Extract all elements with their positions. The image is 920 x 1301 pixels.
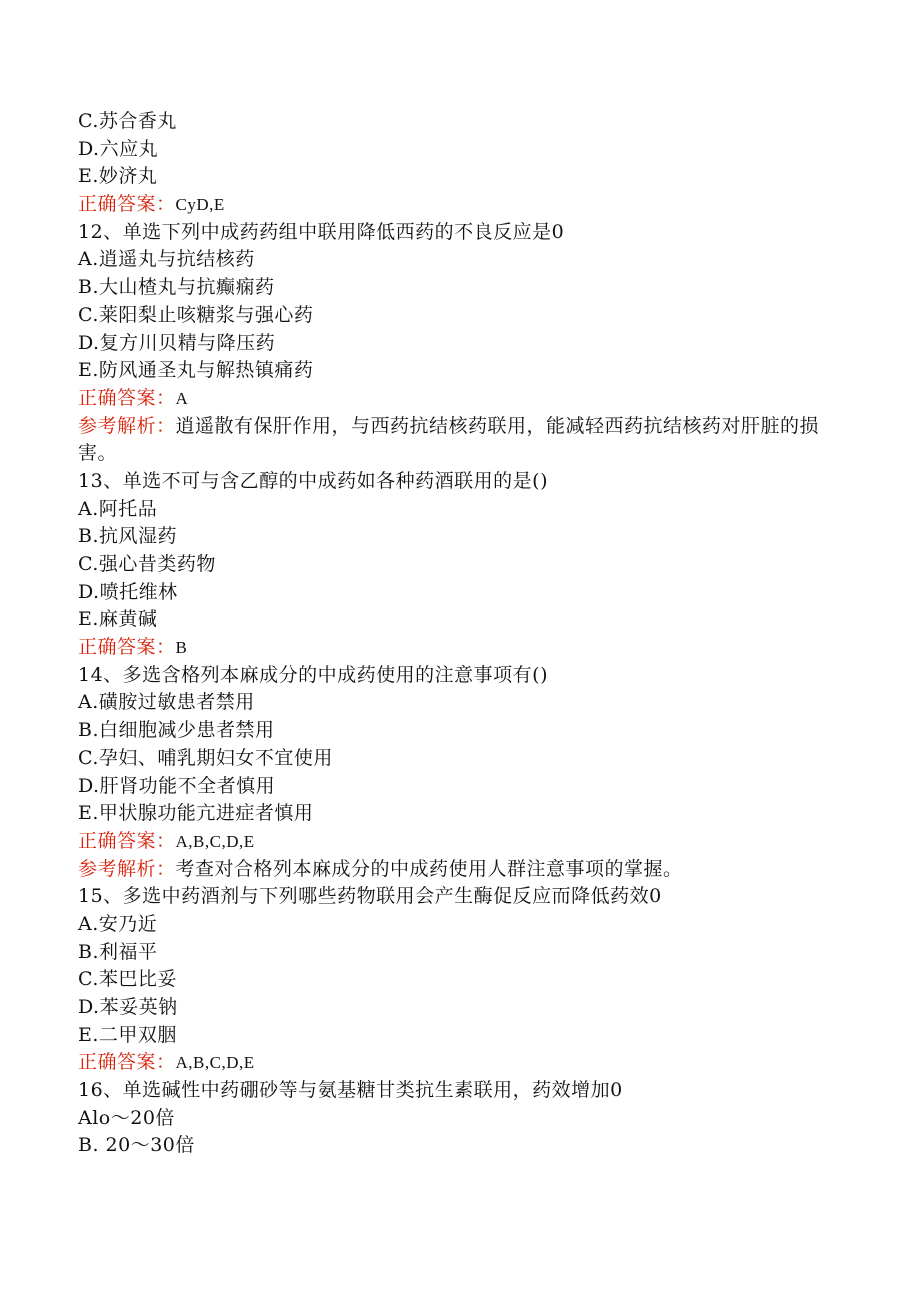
option-text: B.抗风湿药 [78,525,178,548]
option-line [78,246,858,274]
answer-label: 正确答案： [78,636,176,659]
option-text: C.苯巴比妥 [78,968,177,991]
answer-value: A,B,C,D,E [175,831,255,851]
option-text: E.麻黄碱 [78,608,158,631]
question-line [78,1077,858,1105]
explanation-text: 逍遥散有保肝作用，与西药抗结核药联用，能减轻西药抗结核药对肝脏的损害。 [78,414,820,465]
option-line [78,994,858,1022]
question-text: 13、单选不可与含乙醇的中成药如各种药酒联用的是() [78,469,549,492]
option-text: E.二甲双胭 [78,1023,177,1046]
option-line [78,745,858,773]
option-line [78,274,858,302]
option-text: E.防风通圣丸与解热镇痛药 [78,359,314,382]
option-line [78,717,858,745]
question-line [78,468,858,496]
option-text: C.苏合香丸 [78,110,177,132]
option-line [78,496,858,524]
option-text: A.安乃近 [78,912,158,935]
option-text: Alo～20倍 [78,1106,175,1129]
question-text: 14、多选含格列本麻成分的中成药使用的注意事项有() [78,663,549,686]
option-text: D.苯妥英钠 [78,996,178,1019]
option-text: D.肝肾功能不全者慎用 [78,774,276,797]
option-line [78,523,858,551]
option-text: A.逍遥丸与抗结核药 [78,248,255,271]
answer-label: 正确答案： [78,829,176,852]
answer-label: 正确答案： [78,193,176,216]
option-text: B.白细胞减少患者禁用 [78,719,275,742]
document-content [78,108,858,1160]
answer-line [78,385,858,413]
question-text: 12、单选下列中成药药组中联用降低西药的不良反应是0 [78,220,565,243]
answer-value: B [175,638,188,658]
explanation-label: 参考解析： [78,857,176,880]
option-line [78,302,858,330]
option-line [78,1132,858,1160]
option-line [78,689,858,717]
explanation-text: 考查对合格列本麻成分的中成药使用人群注意事项的掌握。 [175,857,683,880]
option-text: D.六应丸 [78,137,159,160]
question-line [78,883,858,911]
option-text: C.莱阳梨止咳糖浆与强心药 [78,303,314,326]
question-line [78,219,858,247]
answer-line [78,828,858,856]
option-text: C.孕妇、哺乳期妇女不宜使用 [78,746,333,769]
option-line [78,606,858,634]
answer-value: A [175,388,189,408]
option-line [78,330,858,358]
explanation-line [78,413,858,468]
option-text: B.大山楂丸与抗癫痫药 [78,276,275,299]
option-line [78,551,858,579]
answer-value: CyD,E [175,195,225,215]
option-line [78,108,858,136]
explanation-line [78,856,858,884]
option-line [78,1105,858,1133]
explanation-label: 参考解析： [78,414,176,437]
answer-line [78,1049,858,1077]
option-text: D.喷托维林 [78,580,178,603]
question-line [78,662,858,690]
option-line [78,136,858,164]
option-text: C.强心昔类药物 [78,553,216,576]
answer-line [78,191,858,219]
question-text: 15、多选中药酒剂与下列哪些药物联用会产生酶促反应而降低药效0 [78,885,662,908]
option-line [78,163,858,191]
option-text: A.磺胺过敏患者禁用 [78,691,255,714]
option-text: E.甲状腺功能亢进症者慎用 [78,802,314,825]
answer-value: A,B,C,D,E [175,1053,255,1073]
option-text: B. 20～30倍 [78,1134,195,1157]
option-text: B.利福平 [78,940,158,963]
answer-label: 正确答案： [78,1051,176,1074]
option-line [78,911,858,939]
option-line [78,800,858,828]
answer-line [78,634,858,662]
option-line [78,939,858,967]
option-text: A.阿托品 [78,497,158,520]
question-text: 16、单选碱性中药硼砂等与氨基糖甘类抗生素联用，药效增加0 [78,1079,623,1102]
option-line [78,773,858,801]
option-text: D.复方川贝精与降压药 [78,331,276,354]
option-line [78,357,858,385]
option-line [78,579,858,607]
option-text: E.妙济丸 [78,165,158,188]
answer-label: 正确答案： [78,386,176,409]
option-line [78,966,858,994]
option-line [78,1022,858,1050]
